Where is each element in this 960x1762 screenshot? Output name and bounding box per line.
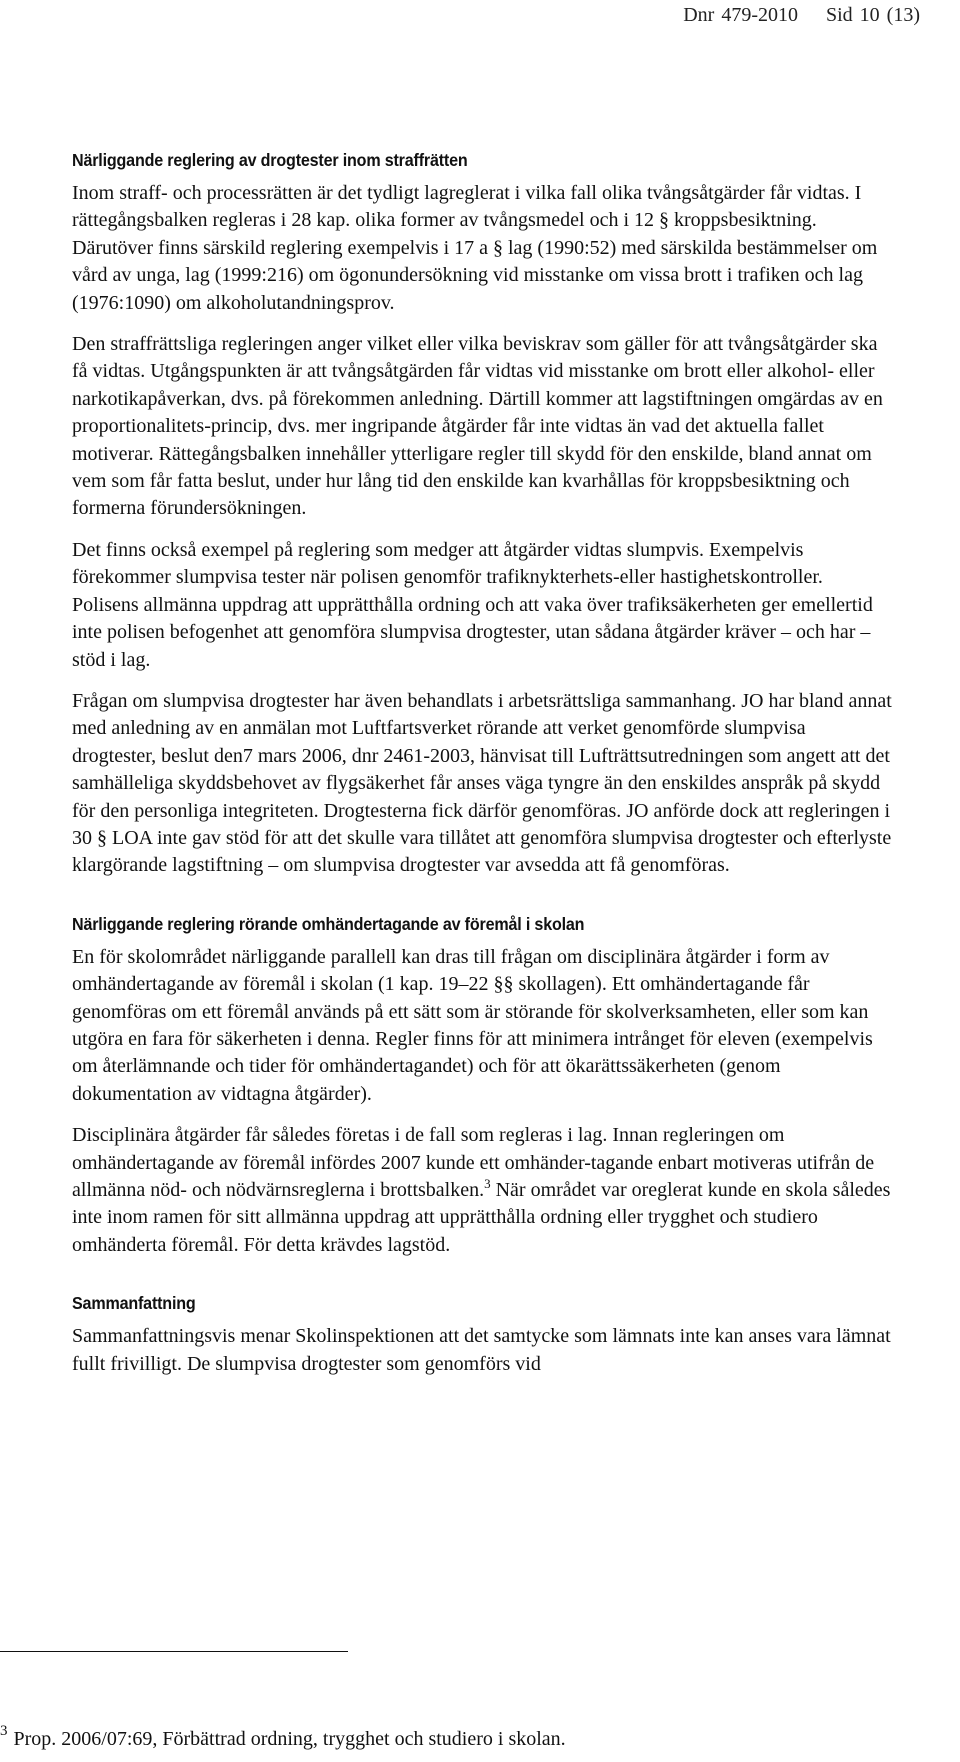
- section-heading-summary: Sammanfattning: [72, 1293, 196, 1314]
- paragraph-text: Disciplinära åtgärder får således företas i de fall som regleras i lag. Innan regleringen om omhändertagande av föremål infördes 2007 kunde ett omhänder-tagande enbart motiveras utifrån de allmänna nöd- och nödvärnsreglerna i brottsbalken.: [72, 1124, 875, 1201]
- page-number: Sid 10 (13): [826, 4, 920, 26]
- footnote: [0, 1724, 900, 1754]
- paragraph: [72, 1122, 892, 1259]
- document-number: Dnr 479-2010: [683, 4, 798, 26]
- paragraph-text: När området var oreglerat kunde en skola således inte inom ramen för sitt allmänna uppdrag att upprätthålla ordning eller trygghet och studiero omhänderta föremål. För detta krävdes lagstöd.: [72, 1179, 891, 1256]
- paragraph: Sammanfattningsvis menar Skolinspektionen att det samtycke som lämnats inte kan anses vara lämnat fullt frivilligt. De slumpvisa drogtester som genomförs vid: [72, 1325, 891, 1375]
- footnote-separator: [0, 1651, 348, 1652]
- footnote-number: 3: [0, 1723, 8, 1739]
- paragraph: En för skolområdet närliggande parallell kan dras till frågan om disciplinära åtgärder i form av omhändertagande av föremål i skolan (1 kap. 19–22 §§ skollagen). Ett omhändertagande får genomföras om ett föremål används på ett sätt som är störande för skolverksamheten, eller som kan utgöra en fara för säkerheten i denna. Regler finns för att minimera intrånget för eleven (exempelvis om återlämnande och tider för omhändertagandet) och för att ökarättssäkerheten (genom dokumentation av vidtagna åtgärder).: [72, 945, 873, 1105]
- page-header: [683, 0, 920, 30]
- section-heading-confiscation-school: Närliggande reglering rörande omhändertagande av föremål i skolan: [72, 913, 585, 934]
- footnote-reference: 3: [484, 1176, 491, 1191]
- paragraph: Frågan om slumpvisa drogtester har även behandlats i arbetsrättsliga sammanhang. JO har bland annat med anledning av en anmälan mot Luftfartsverket rörande att verket genomförde slumpvisa drogtester, beslut den7 mars 2006, dnr 2461-2003, hänvisat till Lufträttsutredningen som angett att det samhälleliga skyddsbehovet av flygsäkerhet får anses väga tyngre än den enskildes anspråk på skydd för den personliga integriteten. Drogtesterna fick därför genomföras. JO anförde dock att regleringen i 30 § LOA inte gav stöd för att det skulle vara tillåtet att genomföra slumpvisa drogtester och efterlyste klargörande lagstiftning – om slumpvisa drogtester var avsedda att få genomföras.: [72, 689, 892, 877]
- paragraph: Det finns också exempel på reglering som medger att åtgärder vidtas slumpvis. Exempelvis förekommer slumpvisa tester när polisen genomför trafiknykterhets-eller hastighetskontroller. Polisens allmänna uppdrag att upprätthålla ordning och att vaka över trafiksäkerheten ger emellertid inte polisen befogenhet att genomföra slumpvisa drogtester, utan sådana åtgärder kräver – och har – stöd i lag.: [72, 538, 873, 671]
- document-body: [72, 148, 892, 1392]
- paragraph: Inom straff- och processrätten är det tydligt lagreglerat i vilka fall olika tvångsåtgärder får vidtas. I rättegångsbalken regleras i 28 kap. olika former av tvångsmedel och i 12 § kroppsbesiktning. Därutöver finns särskild reglering exempelvis i 17 a § lag (1990:52) med särskilda bestämmelser om vård av unga, lag (1999:216) om ögonundersökning vid misstanke om vissa brott i trafiken och lag (1976:1090) om alkoholutandningsprov.: [72, 182, 878, 314]
- section-heading-drug-tests-criminal-law: Närliggande reglering av drogtester inom straffrätten: [72, 150, 468, 170]
- paragraph: Den straffrättsliga regleringen anger vilket eller vilka beviskrav som gäller för att tvångsåtgärder ska få vidtas. Utgångspunkten är att tvångsåtgärden får vidtas vid misstanke om brott eller alkohol- eller narkotikapåverkan, dvs. på förekommen anledning. Därtill kommer att lagstiftningen omgärdas av en proportionalitets-princip, dvs. mer ingripande åtgärder får inte vidtas än vad det aktuella fallet motiverar. Rättegångsbalken innehåller ytterligare regler till skydd för den enskilde, bland annat om vem som får fatta beslut, under hur lång tid den enskilde kan kvarhållas för kroppsbesiktning och formerna förundersökningen.: [72, 333, 883, 520]
- footnote-text: Prop. 2006/07:69, Förbättrad ordning, trygghet och studiero i skolan.: [13, 1728, 566, 1750]
